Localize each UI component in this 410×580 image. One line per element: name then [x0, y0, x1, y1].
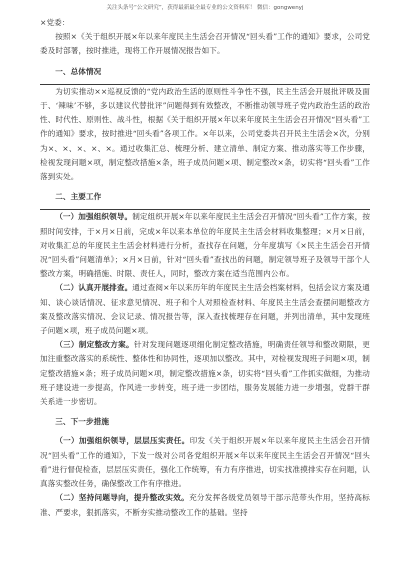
- work-item-2-lead: （二）认真开展排查。: [55, 283, 133, 293]
- section-heading-3: 三、下一步措施: [55, 417, 110, 427]
- work-item-3-lead: （三）制定整改方案。: [55, 340, 134, 350]
- work-item-1-lead: （一）加强组织领导。: [55, 212, 133, 222]
- measure-item-2-text: 充分发挥各级党员领导干部示范带头作用，坚持高标准、严要求，狠抓落实，不断夯实推动整改工作的基础。坚持: [40, 493, 370, 517]
- measure-item-2-lead: （二）坚持问题导向，提升整改实效。: [55, 493, 190, 503]
- section-heading-2: 二、主要工作: [55, 192, 102, 202]
- work-item-2: [40, 281, 370, 338]
- measure-item-1-text: 印发《关于组织开展×年以来年度民主生活会召开情况“回头看”工作的通知》，下发一级对公司各党组织开展×年以来年度民主生活会召开情况“回头看”进行督促检查，层层压实责任，强化工作统筹，有力有序推进，切实找准摸排实存在问题，认真落实整改任务，确保整改工作有序推进。: [40, 436, 370, 489]
- measure-item-1: [40, 434, 370, 491]
- overview-paragraph: 为切实推动××巡视反馈的“党内政治生活的原则性斗争性不强，民主生活会开展批评吸及面于、‘辣味’不够，多以建议代替批评”问题得到有效整改，不断推动领导班子党内政治生活的政治性、时代性、原则性、战斗性，根据《关于组织开展×年以来年度民主生活会召开情况“回头看”工作的通知》要求，按时推进“回头看”各项工作。×年以来，公司党委共召开民主生活会×次，分别为×、×、×、×、×。通过收集汇总、梳理分析、建立清单、制定方案、推动落实等工作步骤，检视发现问题×项，制定整改措施×条，班子成员问题×项、制定整改×条，切实将“回头看”工作落到实处。: [40, 86, 370, 182]
- addressee: ×党委：: [40, 18, 70, 27]
- work-item-1-text: 制定组织开展×年以来年度民主生活会召开情况“回头看”工作方案，按照时间安排，于×月×日前，完成×年以来本单位的年度民主生活会材料收集整理；×月×日前，对收集汇总的年度民主生活会材料进行分析，查找存在问题，分年度填写《×民主生活会召开情况“回头看”问题清单》；×月×日前，针对“回头看”查找出的问题，制定领导班子及领导干部个人整改方案，明确措施、时限、责任人，同时，整改方案在适当范围内公布。: [40, 212, 371, 279]
- work-item-2-text: 通过查阅×年以来历年的年度民主生活会档案材料，包括会议方案及通知、谈心谈话情况、征求意见情况、班子和个人对照检查材料、年度民主生活会查摆问题整改方案及整改落实情况、会议记录、情况报告等，深入查找梳理存在问题，并列出清单，其中发现班子问题×项，班子成员问题×项。: [40, 283, 370, 336]
- intro-paragraph: 按照×《关于组织开展×年以来年度民主生活会召开情况“回头看”工作的通知》要求，公司党委及时部署，按时推进，现将工作开展情况报告如下。: [40, 32, 370, 56]
- work-item-1: [40, 210, 370, 281]
- work-item-3: [40, 338, 370, 409]
- header-notice: 关注头条号“公文研究”，获得最新最全最专业的公文资料库！ 微信：gongwenyj: [106, 5, 304, 11]
- document-body: [40, 16, 370, 520]
- work-item-3-text: 针对发现问题逐项细化制定整改措施，明确责任领导和整改期限，更加注重整改落实的系统性、整体性和协同性，逐项加以整改。其中，对检视发现班子问题×项，制定整改措施×条；班子成员问题×项，制定整改措施×条，切实将“回头看”工作抓实做细，为推动班子建设进一步提高，作风进一步转变，班子进一步团结，服务发展能力进一步增强，党群干群关系进一步密切。: [40, 340, 370, 407]
- measure-item-2: [40, 491, 370, 519]
- section-heading-1: 一、总体情况: [55, 66, 102, 76]
- measure-item-1-lead: （一）加强组织领导，层层压实责任。: [55, 436, 190, 446]
